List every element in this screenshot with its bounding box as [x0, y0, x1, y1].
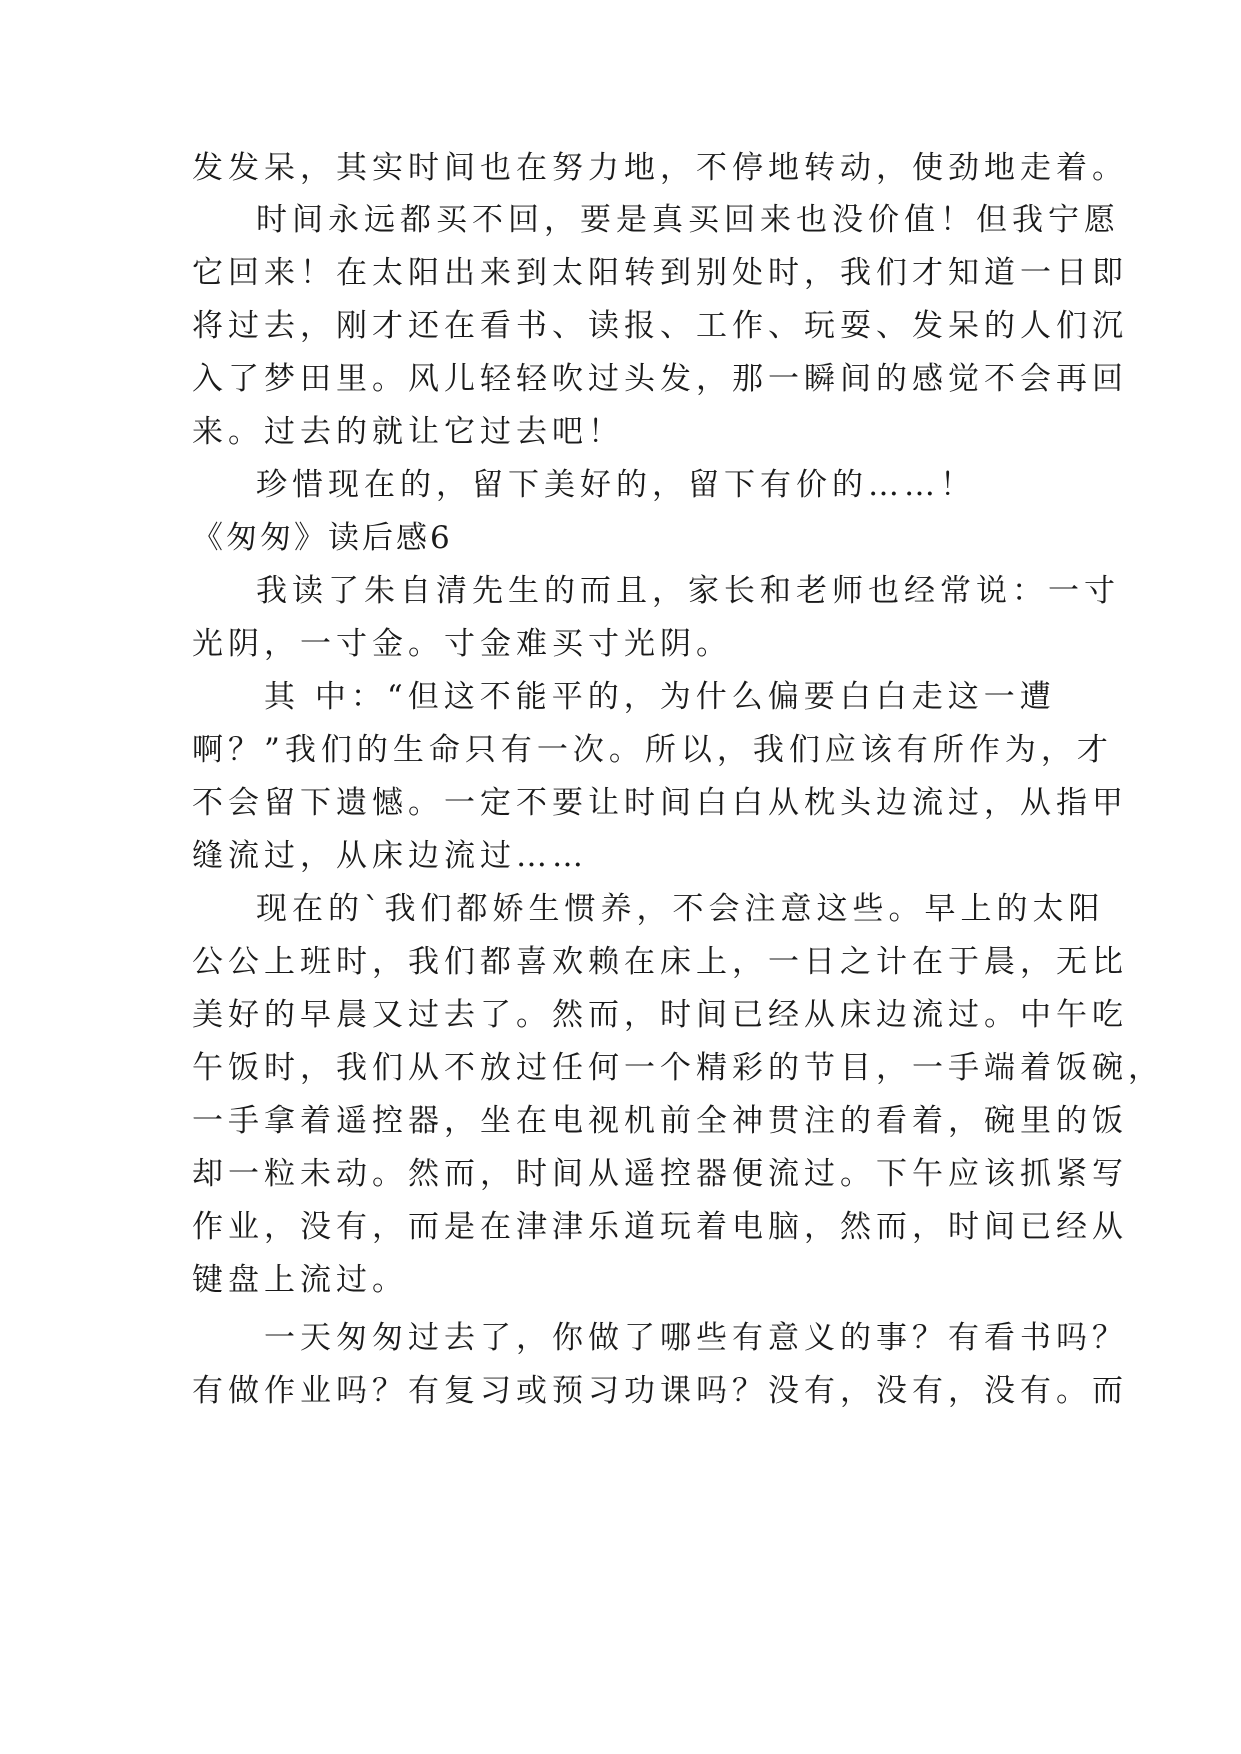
text-line: 啊？”我们的生命只有一次。所以，我们应该有所作为，才: [192, 732, 1113, 768]
paragraph-start: 珍惜现在的，留下美好的，留下有价的……！: [256, 467, 976, 503]
paragraph-start: 其 中：“但这不能平的，为什么偏要白白走这一遭: [264, 679, 1056, 715]
text-line: 不会留下遗憾。一定不要让时间白白从枕头边流过，从指甲: [192, 785, 1128, 821]
text-line: 却一粒未动。然而，时间从遥控器便流过。下午应该抓紧写: [192, 1156, 1128, 1192]
text-line: 有做作业吗？有复习或预习功课吗？没有，没有，没有。而: [192, 1373, 1128, 1409]
paragraph-start: 一天匆匆过去了，你做了哪些有意义的事？有看书吗？: [264, 1320, 1128, 1356]
text-line: 一手拿着遥控器，坐在电视机前全神贯注的看着，碗里的饭: [192, 1103, 1128, 1139]
text-line: 入了梦田里。风儿轻轻吹过头发，那一瞬间的感觉不会再回: [192, 361, 1128, 397]
paragraph-start: 现在的`我们都娇生惯养，不会注意这些。早上的太阳: [256, 891, 1105, 927]
text-line: 将过去，刚才还在看书、读报、工作、玩耍、发呆的人们沉: [192, 308, 1128, 344]
text-line: 作业，没有，而是在津津乐道玩着电脑，然而，时间已经从: [192, 1209, 1128, 1245]
text-line: 午饭时，我们从不放过任何一个精彩的节目，一手端着饭碗，: [192, 1050, 1164, 1086]
paragraph-start: 我读了朱自清先生的而且，家长和老师也经常说：一寸: [256, 573, 1120, 609]
text-line: 键盘上流过。: [192, 1262, 408, 1298]
section-heading: 《匆匆》读后感6: [192, 520, 453, 556]
text-line: 公公上班时，我们都喜欢赖在床上，一日之计在于晨，无比: [192, 944, 1128, 980]
text-line: 美好的早晨又过去了。然而，时间已经从床边流过。中午吃: [192, 997, 1128, 1033]
text-line: 缝流过，从床边流过……: [192, 838, 588, 874]
text-line: 发发呆，其实时间也在努力地，不停地转动，使劲地走着。: [192, 150, 1128, 186]
text-line: 来。过去的就让它过去吧！: [192, 414, 624, 450]
paragraph-start: 时间永远都买不回，要是真买回来也没价值！但我宁愿: [256, 202, 1120, 238]
text-line: 它回来！在太阳出来到太阳转到别处时，我们才知道一日即: [192, 255, 1128, 291]
text-line: 光阴，一寸金。寸金难买寸光阴。: [192, 626, 732, 662]
